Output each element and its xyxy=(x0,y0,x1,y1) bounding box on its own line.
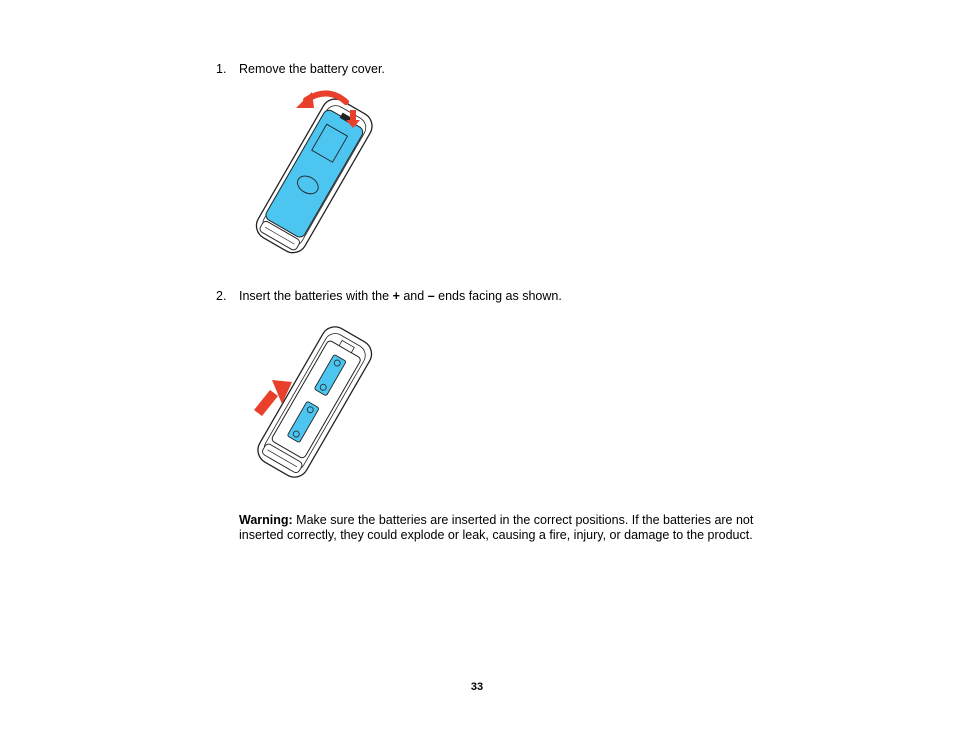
warning-note xyxy=(239,513,799,543)
step-2-number: 2. xyxy=(216,289,227,303)
step-2-text-before: Insert the batteries with the xyxy=(239,289,393,303)
page-number: 33 xyxy=(470,681,484,693)
step-2-text-after: ends facing as shown. xyxy=(434,289,562,303)
remove-battery-cover-illustration xyxy=(238,88,388,260)
step-1-number: 1. xyxy=(216,62,227,76)
step-1 xyxy=(216,62,385,77)
step-2 xyxy=(216,289,562,304)
step-2-text-middle: and xyxy=(399,289,428,303)
plus-symbol: + xyxy=(392,289,400,303)
step-1-text: Remove the battery cover. xyxy=(239,62,385,76)
warning-label: Warning: xyxy=(239,513,293,527)
insert-batteries-illustration xyxy=(238,320,388,482)
minus-symbol: – xyxy=(427,289,435,303)
warning-text: Make sure the batteries are inserted in the correct positions. If the batteries are not inserted correctly, they could explode or leak, causing a fire, injury, or damage to the product. xyxy=(239,513,754,542)
